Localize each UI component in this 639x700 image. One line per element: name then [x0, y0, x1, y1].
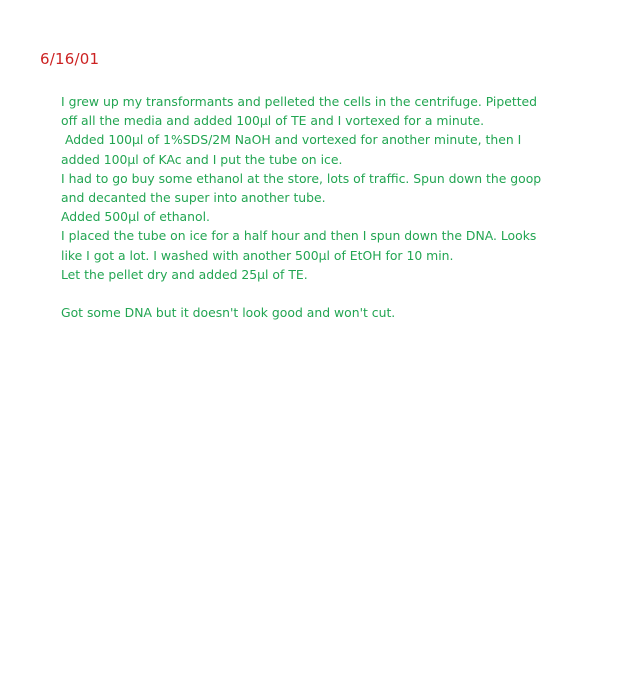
- note-line: I placed the tube on ice for a half hour and then I spun down the DNA. Looks: [61, 228, 537, 244]
- entry-date: 6/16/01: [40, 50, 100, 68]
- note-line: Added 500µl of ethanol.: [61, 209, 210, 225]
- note-line: Let the pellet dry and added 25µl of TE.: [61, 266, 308, 282]
- note-line: I grew up my transformants and pelleted the cells in the centrifuge. Pipetted: [61, 94, 538, 109]
- note-line: like I got a lot. I washed with another 500µl of EtOH for 10 min.: [61, 247, 454, 263]
- note-line: I had to go buy some ethanol at the store, lots of traffic. Spun down the goop: [61, 170, 542, 186]
- note-line: and decanted the super into another tube.: [61, 190, 326, 206]
- note-line: added 100µl of KAc and I put the tube on ice.: [61, 151, 343, 167]
- entry-conclusion: Got some DNA but it doesn't look good and won't cut.: [61, 305, 396, 321]
- entry-notes: [61, 92, 621, 322]
- paragraph-gap: [61, 284, 621, 303]
- note-line: Added 100µl of 1%SDS/2M NaOH and vortexed for another minute, then I: [61, 132, 522, 148]
- note-line: off all the media and added 100µl of TE and I vortexed for a minute.: [61, 113, 485, 129]
